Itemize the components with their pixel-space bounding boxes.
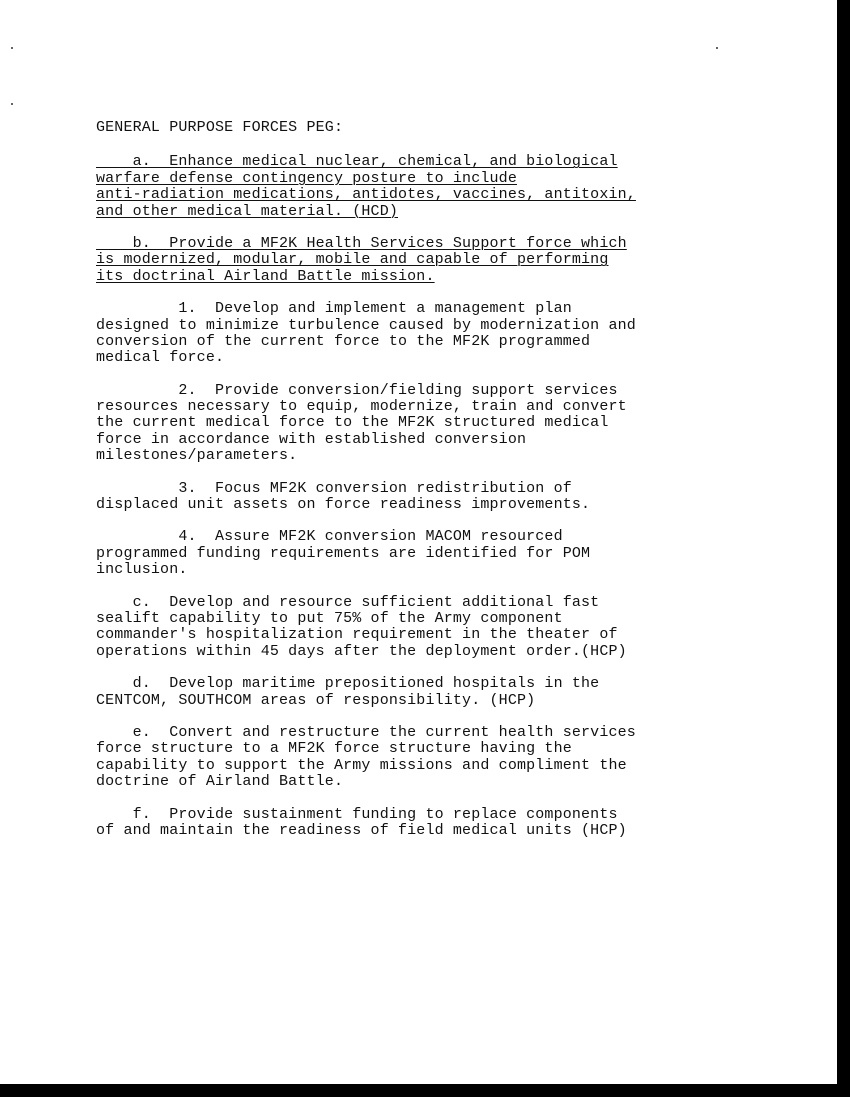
paragraph-b4-line-1: 4. Assure MF2K conversion MACOM resourced [96, 528, 563, 546]
paragraph-a [96, 154, 711, 220]
paragraph-b4-line-2: programmed funding requirements are identified for POM [96, 544, 591, 562]
paragraph-b2-line-5: milestones/parameters. [96, 447, 298, 465]
paragraph-c [96, 595, 711, 661]
paragraph-a-line-2: warfare defense contingency posture to include [96, 169, 517, 187]
paragraph-b-line-1: b. Provide a MF2K Health Services Support force which [96, 234, 627, 252]
paragraph-d-line-2: CENTCOM, SOUTHCOM areas of responsibility. (HCP) [96, 691, 536, 709]
paragraph-f-line-2: of and maintain the readiness of field medical units (HCP) [96, 821, 627, 839]
paragraph-f [96, 807, 711, 840]
paragraph-b2-line-2: resources necessary to equip, modernize, train and convert [96, 398, 627, 416]
document-heading: GENERAL PURPOSE FORCES PEG: [96, 119, 344, 136]
paragraph-c-line-1: c. Develop and resource sufficient additional fast [96, 593, 600, 611]
paragraph-b2-line-1: 2. Provide conversion/fielding support services [96, 381, 618, 399]
paragraph-b [96, 236, 711, 285]
paragraph-b3 [96, 481, 711, 514]
document-body [96, 120, 711, 839]
paragraph-f-line-1: f. Provide sustainment funding to replace components [96, 805, 618, 823]
paragraph-d [96, 676, 711, 709]
paragraph-e [96, 725, 711, 791]
paragraph-b4-line-3: inclusion. [96, 561, 188, 579]
paragraph-a-line-1: a. Enhance medical nuclear, chemical, and biological [96, 153, 618, 171]
paragraph-b1-line-2: designed to minimize turbulence caused by modernization and [96, 316, 636, 334]
paragraph-b1 [96, 301, 711, 367]
paragraph-c-line-3: commander's hospitalization requirement in the theater of [96, 626, 618, 644]
paragraph-c-line-4: operations within 45 days after the deployment order.(HCP) [96, 642, 627, 660]
scan-speck-1 [11, 47, 13, 49]
paragraph-e-line-2: force structure to a MF2K force structure having the [96, 740, 572, 758]
paragraph-b-line-3: its doctrinal Airland Battle mission. [96, 267, 435, 285]
paragraph-b3-line-1: 3. Focus MF2K conversion redistribution of [96, 479, 572, 497]
paragraph-b3-line-2: displaced unit assets on force readiness improvements. [96, 496, 591, 514]
paragraph-e-line-4: doctrine of Airland Battle. [96, 773, 344, 791]
paragraph-b1-line-4: medical force. [96, 349, 225, 367]
paragraph-b1-line-1: 1. Develop and implement a management plan [96, 300, 572, 318]
scan-speck-2 [11, 103, 13, 105]
paragraph-a-line-4: and other medical material. (HCD) [96, 202, 398, 220]
paragraph-d-line-1: d. Develop maritime prepositioned hospitals in the [96, 675, 600, 693]
scan-border-right [837, 0, 850, 1097]
scan-speck-3 [716, 47, 718, 49]
paragraph-c-line-2: sealift capability to put 75% of the Army component [96, 609, 563, 627]
paragraph-a-line-3: anti-radiation medications, antidotes, vaccines, antitoxin, [96, 186, 636, 204]
paragraph-e-line-3: capability to support the Army missions and compliment the [96, 756, 627, 774]
paragraph-e-line-1: e. Convert and restructure the current health services [96, 723, 636, 741]
paragraph-b4 [96, 529, 711, 578]
scan-border-bottom [0, 1084, 850, 1097]
paragraph-b-line-2: is modernized, modular, mobile and capable of performing [96, 251, 609, 269]
paragraph-b1-line-3: conversion of the current force to the MF2K programmed [96, 332, 591, 350]
paragraph-b2 [96, 383, 711, 465]
paragraph-b2-line-4: force in accordance with established conversion [96, 430, 527, 448]
paragraph-b2-line-3: the current medical force to the MF2K structured medical [96, 414, 609, 432]
